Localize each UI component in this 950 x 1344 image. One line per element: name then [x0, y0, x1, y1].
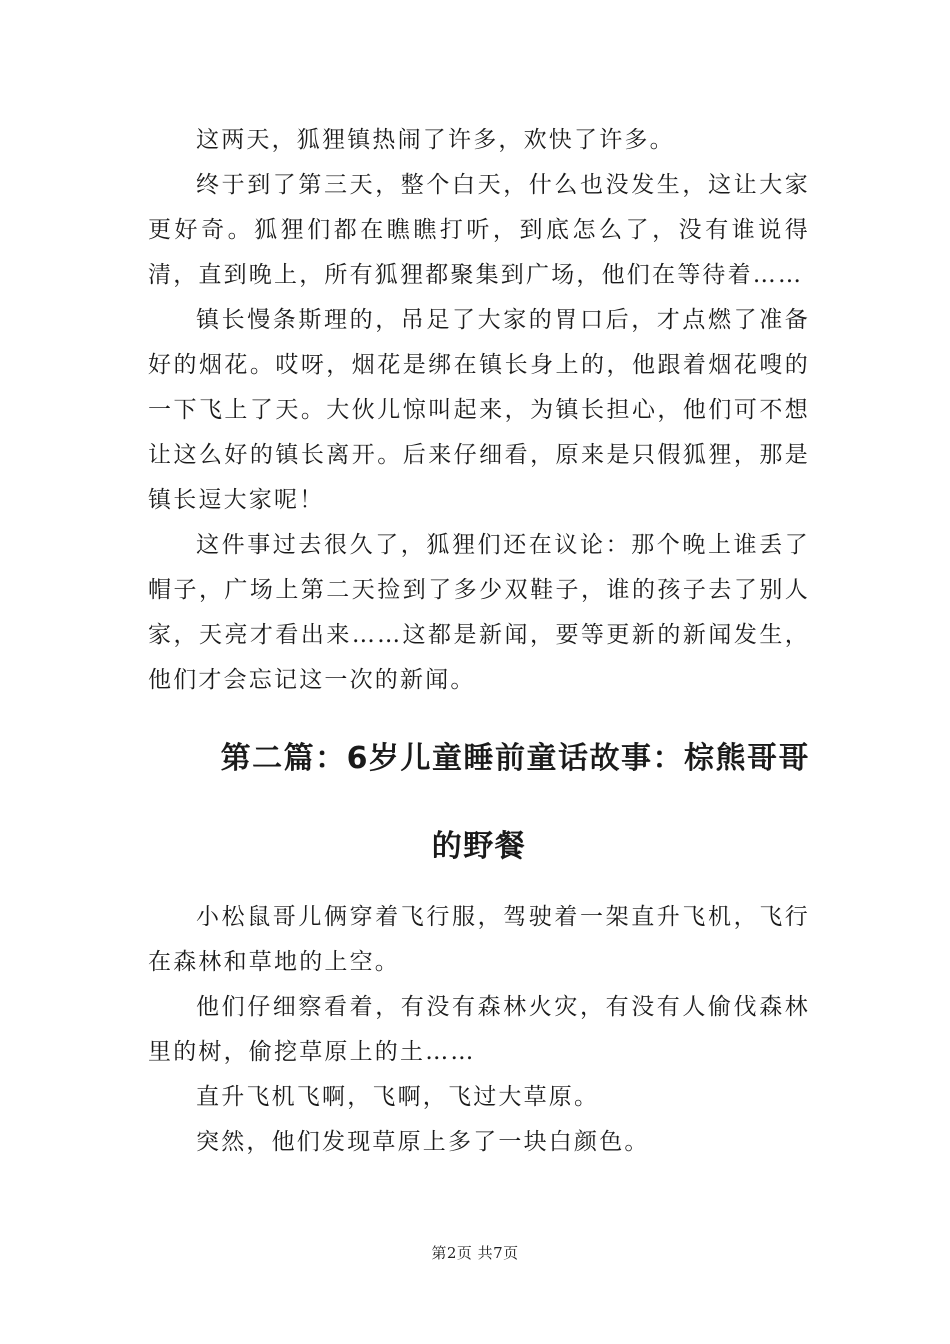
section-heading-line-1: 第二篇：6岁儿童睡前童话故事：棕熊哥哥 — [220, 741, 810, 776]
paragraph: 他们仔细察看着，有没有森林火灾，有没有人偷伐森林里的树，偷挖草原上的土…… — [148, 994, 810, 1065]
paragraph: 小松鼠哥儿俩穿着飞行服，驾驶着一架直升飞机，飞行在森林和草地的上空。 — [148, 904, 810, 975]
paragraph: 这两天，狐狸镇热闹了许多，欢快了许多。 — [196, 127, 675, 153]
paragraph: 终于到了第三天，整个白天，什么也没发生，这让大家更好奇。狐狸们都在瞧瞧打听，到底怎么了，没有谁说得清，直到晚上，所有狐狸都聚集到广场，他们在等待着…… — [148, 172, 810, 288]
paragraph: 镇长慢条斯理的，吊足了大家的胃口后，才点燃了准备好的烟花。哎呀，烟花是绑在镇长身上的，他跟着烟花嗖的一下飞上了天。大伙儿惊叫起来，为镇长担心，他们可不想让这么好的镇长离开。后来仔细看，原来是只假狐狸，那是镇长逗大家呢！ — [148, 307, 810, 513]
paragraph: 这件事过去很久了，狐狸们还在议论：那个晚上谁丢了帽子，广场上第二天捡到了多少双鞋子，谁的孩子去了别人家，天亮才看出来……这都是新闻，要等更新的新闻发生，他们才会忘记这一次的新闻。 — [148, 532, 810, 693]
page-footer: 第2页 共7页 — [431, 1244, 519, 1262]
paragraph: 突然，他们发现草原上多了一块白颜色。 — [196, 1129, 650, 1155]
section-heading-line-2: 的野餐 — [431, 829, 527, 864]
page-content — [148, 118, 810, 1165]
paragraph: 直升飞机飞啊，飞啊，飞过大草原。 — [196, 1084, 600, 1110]
